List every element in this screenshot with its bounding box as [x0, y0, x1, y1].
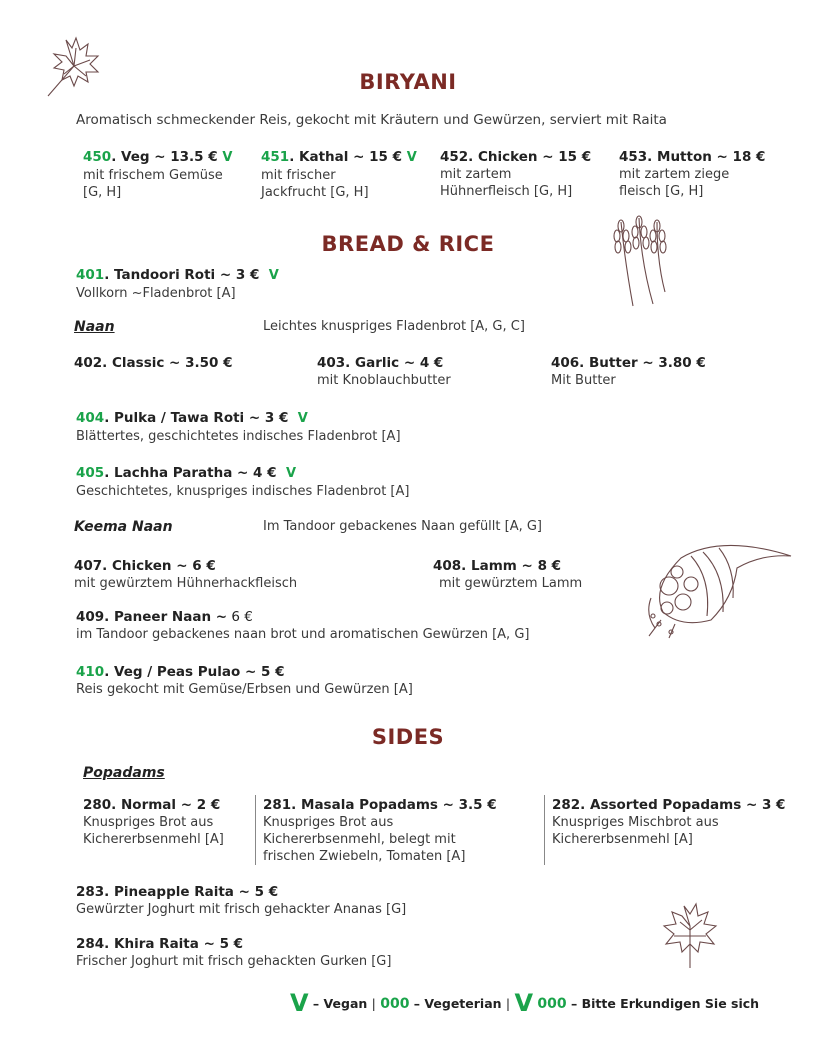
menu-item-283 [76, 883, 406, 918]
item-number: 401 [76, 267, 105, 283]
menu-item-450 [83, 148, 232, 201]
legend-number: 000 [380, 996, 410, 1012]
menu-item-404 [76, 409, 401, 445]
legend-vegetarian: – Vegeterian [409, 996, 506, 1011]
menu-item-401 [76, 266, 279, 302]
item-desc: Kichererbsenmehl [A] [83, 832, 224, 847]
menu-item-409 [76, 608, 529, 643]
naan-label: Naan [74, 319, 115, 335]
menu-item-405 [76, 464, 409, 500]
item-price: 6 € [227, 609, 253, 625]
vegan-icon: V [514, 989, 534, 1017]
item-desc: mit zartem [440, 167, 512, 182]
item-name: . Kathal ~ 15 € [289, 149, 402, 165]
item-desc: Gewürzter Joghurt mit frisch gehackter Ananas [G] [76, 902, 407, 917]
menu-item-406 [551, 354, 706, 389]
vegan-icon: V [268, 268, 279, 283]
item-name: 452. Chicken ~ 15 € [440, 149, 592, 165]
item-name: 283. Pineapple Raita ~ 5 € [76, 884, 279, 900]
item-name: 281. Masala Popadams ~ 3.5 € [263, 797, 497, 813]
item-name: . Lachha Paratha ~ 4 € [104, 465, 277, 481]
keema-naan-label: Keema Naan [74, 519, 173, 535]
menu-item-280 [83, 796, 224, 848]
item-name: . Pulka / Tawa Roti ~ 3 € [104, 410, 289, 426]
item-desc: Geschichtetes, knuspriges indisches Fladenbrot [A] [76, 484, 410, 499]
item-name: 406. Butter ~ 3.80 € [551, 355, 706, 371]
menu-item-407 [74, 557, 297, 592]
menu-item-281 [263, 796, 497, 865]
item-desc: [G, H] [83, 185, 122, 200]
item-desc: Vollkorn ~Fladenbrot [A] [76, 286, 236, 301]
item-desc: Kichererbsenmehl [A] [552, 832, 693, 847]
item-name: . Tandoori Roti ~ 3 € [104, 267, 260, 283]
item-desc: Reis gekocht mit Gemüse/Erbsen und Gewürzen [A] [76, 682, 413, 697]
item-desc: fleisch [G, H] [619, 184, 704, 199]
item-desc: mit gewürztem Hühnerhackfleisch [74, 576, 298, 591]
legend-separator: | [505, 996, 511, 1011]
biryani-description: Aromatisch schmeckender Reis, gekocht mit Kräutern und Gewürzen, serviert mit Raita [76, 112, 667, 128]
item-desc: Knuspriges Mischbrot aus [552, 815, 719, 830]
menu-item-403 [317, 354, 451, 389]
legend-separator: | [371, 996, 376, 1011]
wheat-icon [603, 212, 673, 308]
item-name: 453. Mutton ~ 18 € [619, 149, 766, 165]
item-number: 404 [76, 410, 105, 426]
item-name: 408. Lamm ~ 8 € [433, 558, 562, 574]
keema-description: Im Tandoor gebackenes Naan gefüllt [A, G] [263, 519, 543, 534]
item-name: . Veg / Peas Pulao ~ 5 € [104, 664, 285, 680]
legend-number: 000 [537, 996, 567, 1012]
legend-ask: – Bitte Erkundigen Sie sich [566, 996, 760, 1011]
bread-rice-heading: BREAD & RICE [321, 232, 495, 256]
item-desc: mit gewürztem Lamm [439, 576, 583, 591]
naan-description: Leichtes knuspriges Fladenbrot [A, G, C] [263, 319, 525, 334]
legend-vegan: – Vegan [308, 996, 372, 1011]
menu-item-284 [76, 935, 391, 970]
sides-heading: SIDES [371, 725, 445, 749]
item-desc: Kichererbsenmehl, belegt mit [263, 832, 456, 847]
item-number: 451 [261, 149, 290, 165]
item-desc: Knuspriges Brot aus [83, 815, 214, 830]
item-desc: mit frischer [261, 168, 336, 183]
item-desc: Mit Butter [551, 373, 616, 388]
item-number: 410 [76, 664, 105, 680]
column-divider [544, 795, 545, 865]
item-name: 282. Assorted Popadams ~ 3 € [552, 797, 786, 813]
menu-item-282 [552, 796, 785, 848]
menu-item-453 [619, 148, 765, 200]
item-name: 402. Classic ~ 3.50 € [74, 355, 233, 371]
item-name: . Veg ~ 13.5 € [111, 149, 218, 165]
item-desc: frischen Zwiebeln, Tomaten [A] [263, 849, 466, 864]
column-divider [255, 795, 256, 865]
menu-item-452 [440, 148, 591, 200]
item-desc: Knuspriges Brot aus [263, 815, 394, 830]
menu-item-402 [74, 354, 232, 372]
vegan-icon: V [222, 150, 233, 165]
item-name: 407. Chicken ~ 6 € [74, 558, 216, 574]
vegan-icon: V [290, 989, 309, 1017]
leaf-icon [660, 900, 720, 972]
item-desc: mit Knoblauchbutter [317, 373, 451, 388]
cornucopia-icon [641, 528, 801, 640]
vegan-icon: V [285, 466, 297, 481]
item-desc: mit frischem Gemüse [83, 168, 223, 183]
menu-item-451 [261, 148, 417, 201]
menu-item-408 [433, 557, 582, 592]
item-number: 450 [83, 149, 112, 165]
item-desc: Blättertes, geschichtetes indisches Fladenbrot [A] [76, 429, 401, 444]
item-desc: Frischer Joghurt mit frisch gehackten Gurken [G] [76, 954, 392, 969]
item-name: 280. Normal ~ 2 € [83, 797, 221, 813]
menu-item-410 [76, 663, 413, 698]
biryani-heading: BIRYANI [359, 70, 457, 94]
item-desc: Jackfrucht [G, H] [261, 185, 369, 200]
item-desc: im Tandoor gebackenes naan brot und aromatischen Gewürzen [A, G] [76, 627, 530, 642]
item-name: 403. Garlic ~ 4 € [317, 355, 444, 371]
item-number: 405 [76, 465, 105, 481]
item-desc: Hühnerfleisch [G, H] [440, 184, 573, 199]
item-name: 409. Paneer Naan ~ [76, 609, 228, 625]
legend [290, 989, 759, 1017]
vegan-icon: V [297, 411, 308, 426]
vegan-icon: V [406, 150, 417, 165]
item-desc: mit zartem ziege [619, 167, 730, 182]
item-name: 284. Khira Raita ~ 5 € [76, 936, 244, 952]
popadams-label: Popadams [83, 765, 165, 781]
